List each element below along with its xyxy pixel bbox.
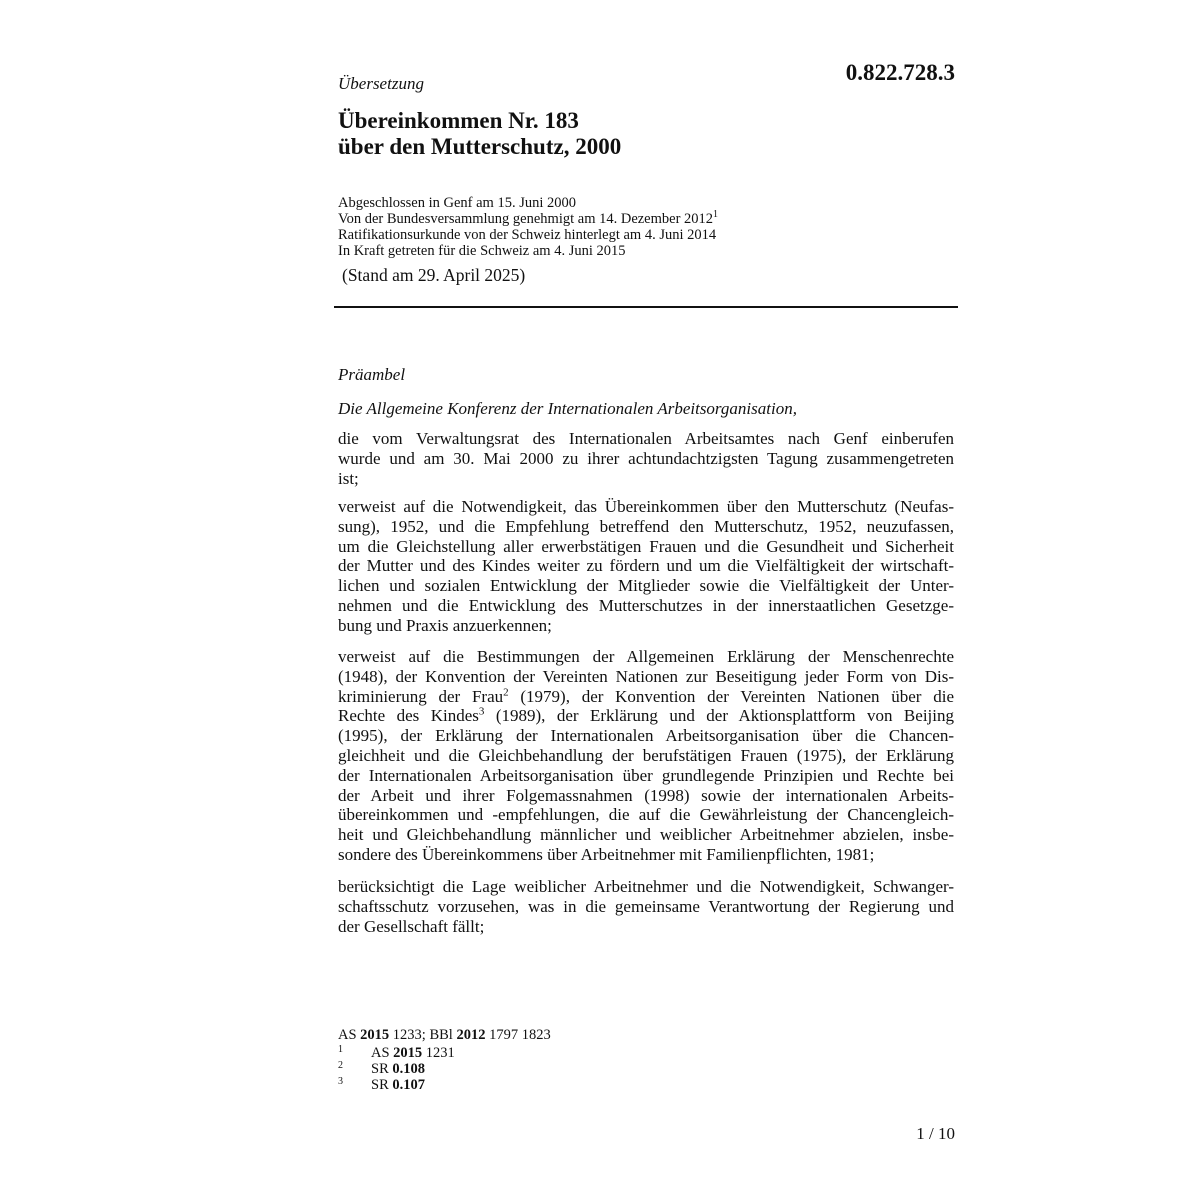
- preamble-paragraph-4: berücksichtigt die Lage weiblicher Arbeitnehmer und die Notwendigkeit, Schwanger- schaftsschutz vorzusehen, was in die gemeinsame Verantwortung der Regierung und der Gesellschaft fällt;: [338, 877, 954, 936]
- preamble-heading: Präambel: [338, 365, 406, 384]
- meta-in-force: In Kraft getreten für die Schweiz am 4. Juni 2015: [338, 243, 626, 259]
- footnote-1: 1 AS 2015 1231: [338, 1044, 455, 1061]
- footnotes: [338, 1027, 551, 1093]
- preamble-paragraph-2: verweist auf die Notwendigkeit, das Übereinkommen über den Mutterschutz (Neufas- sung), 1952, und die Empfehlung betreffend den Mutterschutz, 1952, neuzufassen, um die Gleichstellung aller erwerbstätigen Frauen und die Gesundheit und Sicherheit der Mutter und des Kindes weiter zu fördern und um die Vielfältigkeit der wirtschaft- lichen und sozialen Entwicklung der Mitglieder sowie die Vielfältigkeit der Unter- nehmen und die Entwicklung des Mutterschutzes in der innerstaatlichen Gesetzge- bung und Praxis anzuerkennen;: [338, 497, 954, 635]
- title-line-1: Übereinkommen Nr. 183: [338, 108, 579, 133]
- sr-number: 0.822.728.3: [845, 60, 955, 85]
- header-divider: [334, 306, 958, 308]
- translation-label: Übersetzung: [338, 74, 424, 93]
- preamble-conference: Die Allgemeine Konferenz der Internationalen Arbeitsorganisation,: [338, 399, 797, 418]
- footnote-3: 3 SR 0.107: [338, 1076, 425, 1093]
- footnote-2: 2 SR 0.108: [338, 1060, 425, 1077]
- status-date: (Stand am 29. April 2025): [342, 265, 526, 285]
- footnote-ref-2: 2: [503, 685, 509, 698]
- meta-approved: Von der Bundesversammlung genehmigt am 14. Dezember 2012$^1$: [338, 209, 719, 227]
- metadata-block: [338, 195, 718, 259]
- preamble-paragraph-3: verweist auf die Bestimmungen der Allgemeinen Erklärung der Menschenrechte (1948), der Konvention der Vereinten Nationen zur Beseitigung jeder Form von Dis- kriminierung der Frau$^2$ (1979), der Konvention der Vereinten Nationen über die Rechte des Kindes$^3$ (1989), der Erklärung und der Aktionsplattform von Beijing (1995), der Erklärung der Internationalen Arbeitsorganisation über die Chancen- gleichheit und die Gleichbehandlung der berufstätigen Frauen (1975), der Erklärung der Internationalen Arbeitsorganisation über grundlegende Prinzipien und Rechte bei der Arbeit und ihrer Folgemassnahmen (1998) sowie der internationalen Arbeits- übereinkommen und -empfehlungen, die auf die Gewährleistung der Chancengleich- heit und Gleichbehandlung männlicher und weiblicher Arbeitnehmer abzielen, insbe- sondere des Übereinkommens über Arbeitnehmer mit Familienpflichten, 1981;: [338, 647, 954, 864]
- document-title: [338, 108, 621, 160]
- title-line-2: über den Mutterschutz, 2000: [338, 134, 622, 159]
- page-number: 1 / 10: [916, 1124, 955, 1143]
- meta-ratification: Ratifikationsurkunde von der Schweiz hinterlegt am 4. Juni 2014: [338, 227, 717, 243]
- footnote-ref-1: 1: [713, 209, 719, 221]
- meta-concluded: Abgeschlossen in Genf am 15. Juni 2000: [338, 195, 577, 211]
- source-reference: AS 2015 1233; BBl 2012 1797 1823: [338, 1027, 551, 1043]
- footnote-ref-3: 3: [478, 705, 485, 718]
- preamble-paragraph-1: die vom Verwaltungsrat des Internationalen Arbeitsamtes nach Genf einberufen wurde und am 30. Mai 2000 zu ihrer achtundachtzigsten Tagung zusammengetreten ist;: [338, 429, 954, 488]
